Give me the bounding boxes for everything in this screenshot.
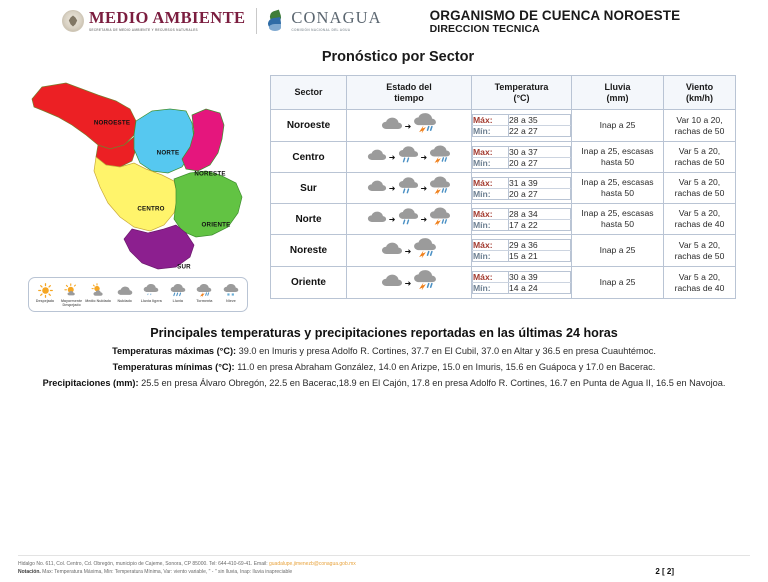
- table-row: [271, 173, 736, 204]
- cell-viento: [664, 267, 736, 299]
- col-header-viento-l1: Viento: [685, 82, 714, 92]
- cell-estado-tiempo: [347, 110, 472, 142]
- temp-min-value: 22 a 27: [509, 126, 571, 137]
- temp-max-label: Máx:: [473, 208, 509, 219]
- cell-temperatura: [472, 110, 572, 142]
- table-header-row: [271, 76, 736, 110]
- legend-item: [112, 282, 138, 308]
- cell-temperatura: [472, 142, 572, 173]
- footer-divider: [18, 555, 750, 556]
- lluvia-value: Inap a 25: [599, 120, 636, 131]
- cell-lluvia: [572, 235, 664, 267]
- organization-subtitle: DIRECCION TECNICA: [429, 23, 540, 36]
- viento-value: Var 5 a 20, rachas de 40: [674, 208, 725, 230]
- legend-item: [85, 282, 111, 308]
- legend-item: [32, 282, 58, 308]
- sun-small-cloud-icon: [59, 282, 85, 298]
- page-number: 2 [ 2]: [655, 567, 674, 576]
- summary-max-label: Temperaturas máximas (°C):: [112, 345, 237, 356]
- table-row: [271, 110, 736, 142]
- cell-estado-tiempo: [347, 173, 472, 204]
- legend-label: Tormenta: [196, 299, 213, 303]
- col-header-estado-del-tiempo: [347, 76, 472, 110]
- cloud-icon: [367, 179, 387, 197]
- temp-min-value: 15 a 21: [509, 251, 571, 262]
- summary-min-label: Temperaturas mínimas (°C):: [112, 361, 235, 372]
- temp-max-label: Máx:: [473, 115, 509, 126]
- organization-heading: [430, 8, 681, 36]
- cloud-icon: [381, 241, 403, 260]
- arrow-right-icon: ➜: [388, 215, 396, 225]
- cell-estado-tiempo: [347, 235, 472, 267]
- temp-max-value: 28 a 34: [509, 208, 571, 219]
- footer-address: Hidalgo No. 611, Col. Centro, Cd. Obregón, municipio de Cajeme, Sonora, CP 85000. Tel: 644-410-69-41. Email:: [18, 561, 268, 567]
- footer-email-link[interactable]: guadalupe.jimenezb@conagua.gob.mx: [268, 561, 356, 567]
- cell-temperatura: [472, 235, 572, 267]
- col-header-sector: [271, 76, 347, 110]
- sector-name: Norte: [295, 213, 322, 225]
- summary-precip-label: Precipitaciones (mm):: [42, 377, 139, 388]
- temp-min-value: 20 a 27: [509, 188, 571, 199]
- temp-max-label: Máx:: [473, 240, 509, 251]
- rain-icon: [398, 208, 419, 231]
- map-label-oriente: ORIENTE: [201, 221, 231, 229]
- conagua-logo: [266, 10, 381, 32]
- sector-name: Oriente: [290, 277, 326, 289]
- col-header-viento-l2: (km/h): [686, 92, 713, 103]
- forecast-table-body: [271, 110, 736, 299]
- storm-icon: [413, 238, 437, 263]
- map-label-noreste: NORESTE: [194, 170, 226, 178]
- temp-max-label: Máx:: [473, 272, 509, 283]
- semarnat-logo: [62, 10, 245, 32]
- cell-temperatura: [472, 267, 572, 299]
- temp-min-label: Mín:: [473, 251, 509, 262]
- viento-value: Var 5 a 20, rachas de 50: [674, 239, 725, 261]
- map-label-noroeste: NOROESTE: [93, 119, 131, 127]
- col-header-lluvia-l2: (mm): [606, 92, 629, 103]
- summary-max-text: 39.0 en Imuris y presa Adolfo R. Cortines, 37.7 en El Cubil, 37.0 en Altar y 36.5 en presa Cuauhtémoc.: [238, 345, 656, 356]
- storm-icon: [413, 270, 437, 295]
- temp-max-label: Max:: [473, 146, 509, 157]
- summary-min-line: [22, 361, 746, 375]
- storm-icon: [413, 113, 437, 138]
- arrow-right-icon: ➜: [420, 215, 428, 225]
- col-header-estado-l2: tiempo: [394, 92, 424, 103]
- cell-estado-tiempo: [347, 267, 472, 299]
- sun-cloud-icon: [85, 282, 111, 298]
- lluvia-value: Inap a 25: [599, 245, 636, 256]
- cell-viento: [664, 235, 736, 267]
- cell-lluvia: [572, 267, 664, 299]
- forecast-table: [270, 75, 736, 299]
- map-label-sur: SUR: [177, 263, 191, 271]
- sector-name: Noreste: [289, 245, 328, 257]
- summary-section: [22, 326, 746, 390]
- lluvia-value: Inap a 25, escasas hasta 50: [581, 208, 654, 230]
- arrow-right-icon: ➜: [404, 246, 412, 256]
- sector-name: Centro: [292, 151, 325, 163]
- temp-min-label: Mín:: [473, 188, 509, 199]
- legend-item: [138, 282, 164, 308]
- cloud-icon: [367, 210, 387, 228]
- map-region-noroeste: [32, 83, 136, 149]
- lluvia-value: Inap a 25, escasas hasta 50: [581, 146, 654, 168]
- arrow-right-icon: ➜: [420, 184, 428, 194]
- cell-lluvia: [572, 204, 664, 235]
- cell-sector: [271, 142, 347, 173]
- summary-title: Principales temperaturas y precipitaciones reportadas en las últimas 24 horas: [150, 325, 618, 340]
- sun-icon: [32, 282, 58, 298]
- conagua-subtitle: COMISIÓN NACIONAL DEL AGUA: [291, 27, 351, 32]
- summary-max-line: [22, 345, 746, 359]
- organization-title: ORGANISMO DE CUENCA NOROESTE: [429, 8, 681, 23]
- cell-sector: [271, 173, 347, 204]
- col-header-estado-l1: Estado del: [386, 82, 432, 92]
- col-header-temperatura: [472, 76, 572, 110]
- storm-icon: [429, 145, 451, 169]
- logo-divider: [256, 8, 257, 34]
- legend-item: [165, 282, 191, 308]
- summary-precip-line: [22, 377, 746, 391]
- logo-group: [62, 8, 382, 34]
- semarnat-title: MEDIO AMBIENTE: [89, 8, 246, 28]
- lluvia-value: Inap a 25, escasas hasta 50: [581, 177, 654, 199]
- temp-min-label: Mín:: [473, 157, 509, 168]
- temp-min-label: Mín:: [473, 219, 509, 230]
- map-label-norte: NORTE: [156, 149, 180, 157]
- legend-label: Lluvia: [172, 299, 183, 303]
- col-header-lluvia-l1: Lluvia: [604, 82, 631, 92]
- cell-temperatura: [472, 204, 572, 235]
- storm-icon: [429, 176, 451, 200]
- footer-notation-label: Notación.: [18, 568, 41, 575]
- forecast-table-column: [270, 75, 748, 312]
- viento-value: Var 5 a 20, rachas de 50: [674, 146, 725, 168]
- cell-estado-tiempo: [347, 142, 472, 173]
- col-header-temp-l2: (°C): [513, 92, 530, 103]
- main-content: [0, 65, 768, 312]
- snow-icon: [218, 282, 244, 298]
- summary-min-text: 11.0 en presa Abraham González, 14.0 en Arizpe, 15.0 en Imuris, 15.6 en Guápoca y 17.0 en Bacerac.: [237, 361, 656, 372]
- temp-max-value: 30 a 39: [509, 272, 571, 283]
- col-header-lluvia: [572, 76, 664, 110]
- conagua-water-leaf-icon: [266, 10, 286, 32]
- legend-label: Medio Nublado: [85, 299, 111, 303]
- temp-min-label: Mín:: [473, 283, 509, 294]
- storm-icon: [191, 282, 217, 298]
- storm-icon: [429, 207, 451, 231]
- cell-temperatura: [472, 173, 572, 204]
- temp-min-value: 17 a 22: [509, 219, 571, 230]
- cell-viento: [664, 173, 736, 204]
- col-header-sector-l1: Sector: [294, 87, 323, 98]
- arrow-right-icon: ➜: [420, 153, 428, 163]
- cell-viento: [664, 110, 736, 142]
- rain-icon: [165, 282, 191, 298]
- legend-label: Despejado: [35, 299, 55, 303]
- cell-lluvia: [572, 142, 664, 173]
- legend-item: [59, 282, 85, 308]
- page-title: Pronóstico por Sector: [321, 49, 475, 65]
- cell-sector: [271, 110, 347, 142]
- temp-max-label: Máx:: [473, 177, 509, 188]
- rain-icon: [398, 146, 419, 169]
- sector-name: Noroeste: [286, 120, 331, 132]
- temp-max-value: 28 a 35: [509, 115, 571, 126]
- footer-notation-line: [18, 569, 655, 577]
- sonora-sector-map: [24, 79, 256, 271]
- conagua-title: CONAGUA: [291, 8, 382, 28]
- page-header: [0, 0, 768, 48]
- viento-value: Var 10 a 20, rachas de 50: [674, 114, 725, 136]
- sector-name: Sur: [300, 182, 317, 194]
- map-region-sur: [124, 225, 194, 269]
- lluvia-value: Inap a 25: [599, 277, 636, 288]
- legend-label: Nublado: [117, 299, 132, 303]
- cloud-icon: [381, 273, 403, 292]
- table-row: [271, 235, 736, 267]
- temp-max-value: 29 a 36: [509, 240, 571, 251]
- cell-sector: [271, 235, 347, 267]
- cell-lluvia: [572, 110, 664, 142]
- cell-viento: [664, 142, 736, 173]
- temp-max-value: 30 a 37: [509, 146, 571, 157]
- legend-label: Nieve: [226, 299, 236, 303]
- rain-icon: [398, 177, 419, 200]
- arrow-right-icon: ➜: [388, 184, 396, 194]
- viento-value: Var 5 a 20, rachas de 50: [674, 177, 725, 199]
- temp-min-value: 20 a 27: [509, 157, 571, 168]
- viento-value: Var 5 a 20, rachas de 40: [674, 271, 725, 293]
- cell-sector: [271, 204, 347, 235]
- arrow-right-icon: ➜: [404, 278, 412, 288]
- temp-min-value: 14 a 24: [509, 283, 571, 294]
- semarnat-subtitle: SECRETARIA DE MEDIO AMBIENTE Y RECURSOS NATURALES: [89, 27, 198, 32]
- col-header-viento: [664, 76, 736, 110]
- map-column: [24, 75, 262, 312]
- cloud-icon: [367, 148, 387, 166]
- map-label-centro: CENTRO: [137, 205, 165, 213]
- temp-max-value: 31 a 39: [509, 177, 571, 188]
- legend-label: Lluvia ligera: [140, 299, 162, 303]
- cloud-icon: [112, 282, 138, 298]
- cell-estado-tiempo: [347, 204, 472, 235]
- table-row: [271, 267, 736, 299]
- table-row: [271, 142, 736, 173]
- cloud-icon: [381, 116, 403, 135]
- legend-item: [218, 282, 244, 308]
- footer-address-line: [18, 561, 655, 569]
- cell-lluvia: [572, 173, 664, 204]
- arrow-right-icon: ➜: [404, 121, 412, 131]
- footer-notation-text: Max: Temperatura Máxima, Min: Temperatura Mínima, Var: viento variable, " - " sin lluvia, Inap: lluvia inapreciable: [42, 568, 293, 575]
- mexican-eagle-seal-icon: [62, 10, 84, 32]
- light-rain-icon: [138, 282, 164, 298]
- legend-item: [191, 282, 217, 308]
- page-footer: [0, 555, 768, 576]
- arrow-right-icon: ➜: [388, 153, 396, 163]
- weather-legend: [28, 277, 248, 312]
- temp-min-label: Mín:: [473, 126, 509, 137]
- cell-viento: [664, 204, 736, 235]
- cell-sector: [271, 267, 347, 299]
- legend-label: Mayormente Despejado: [60, 299, 83, 308]
- summary-precip-text: 25.5 en presa Álvaro Obregón, 22.5 en Bacerac,18.9 en El Cajón, 17.8 en presa Adolfo R. Cortines, 16.7 en Punta de Agua II, 16.5 en Navojoa.: [141, 377, 726, 388]
- table-row: [271, 204, 736, 235]
- col-header-temp-l1: Temperatura: [494, 82, 549, 92]
